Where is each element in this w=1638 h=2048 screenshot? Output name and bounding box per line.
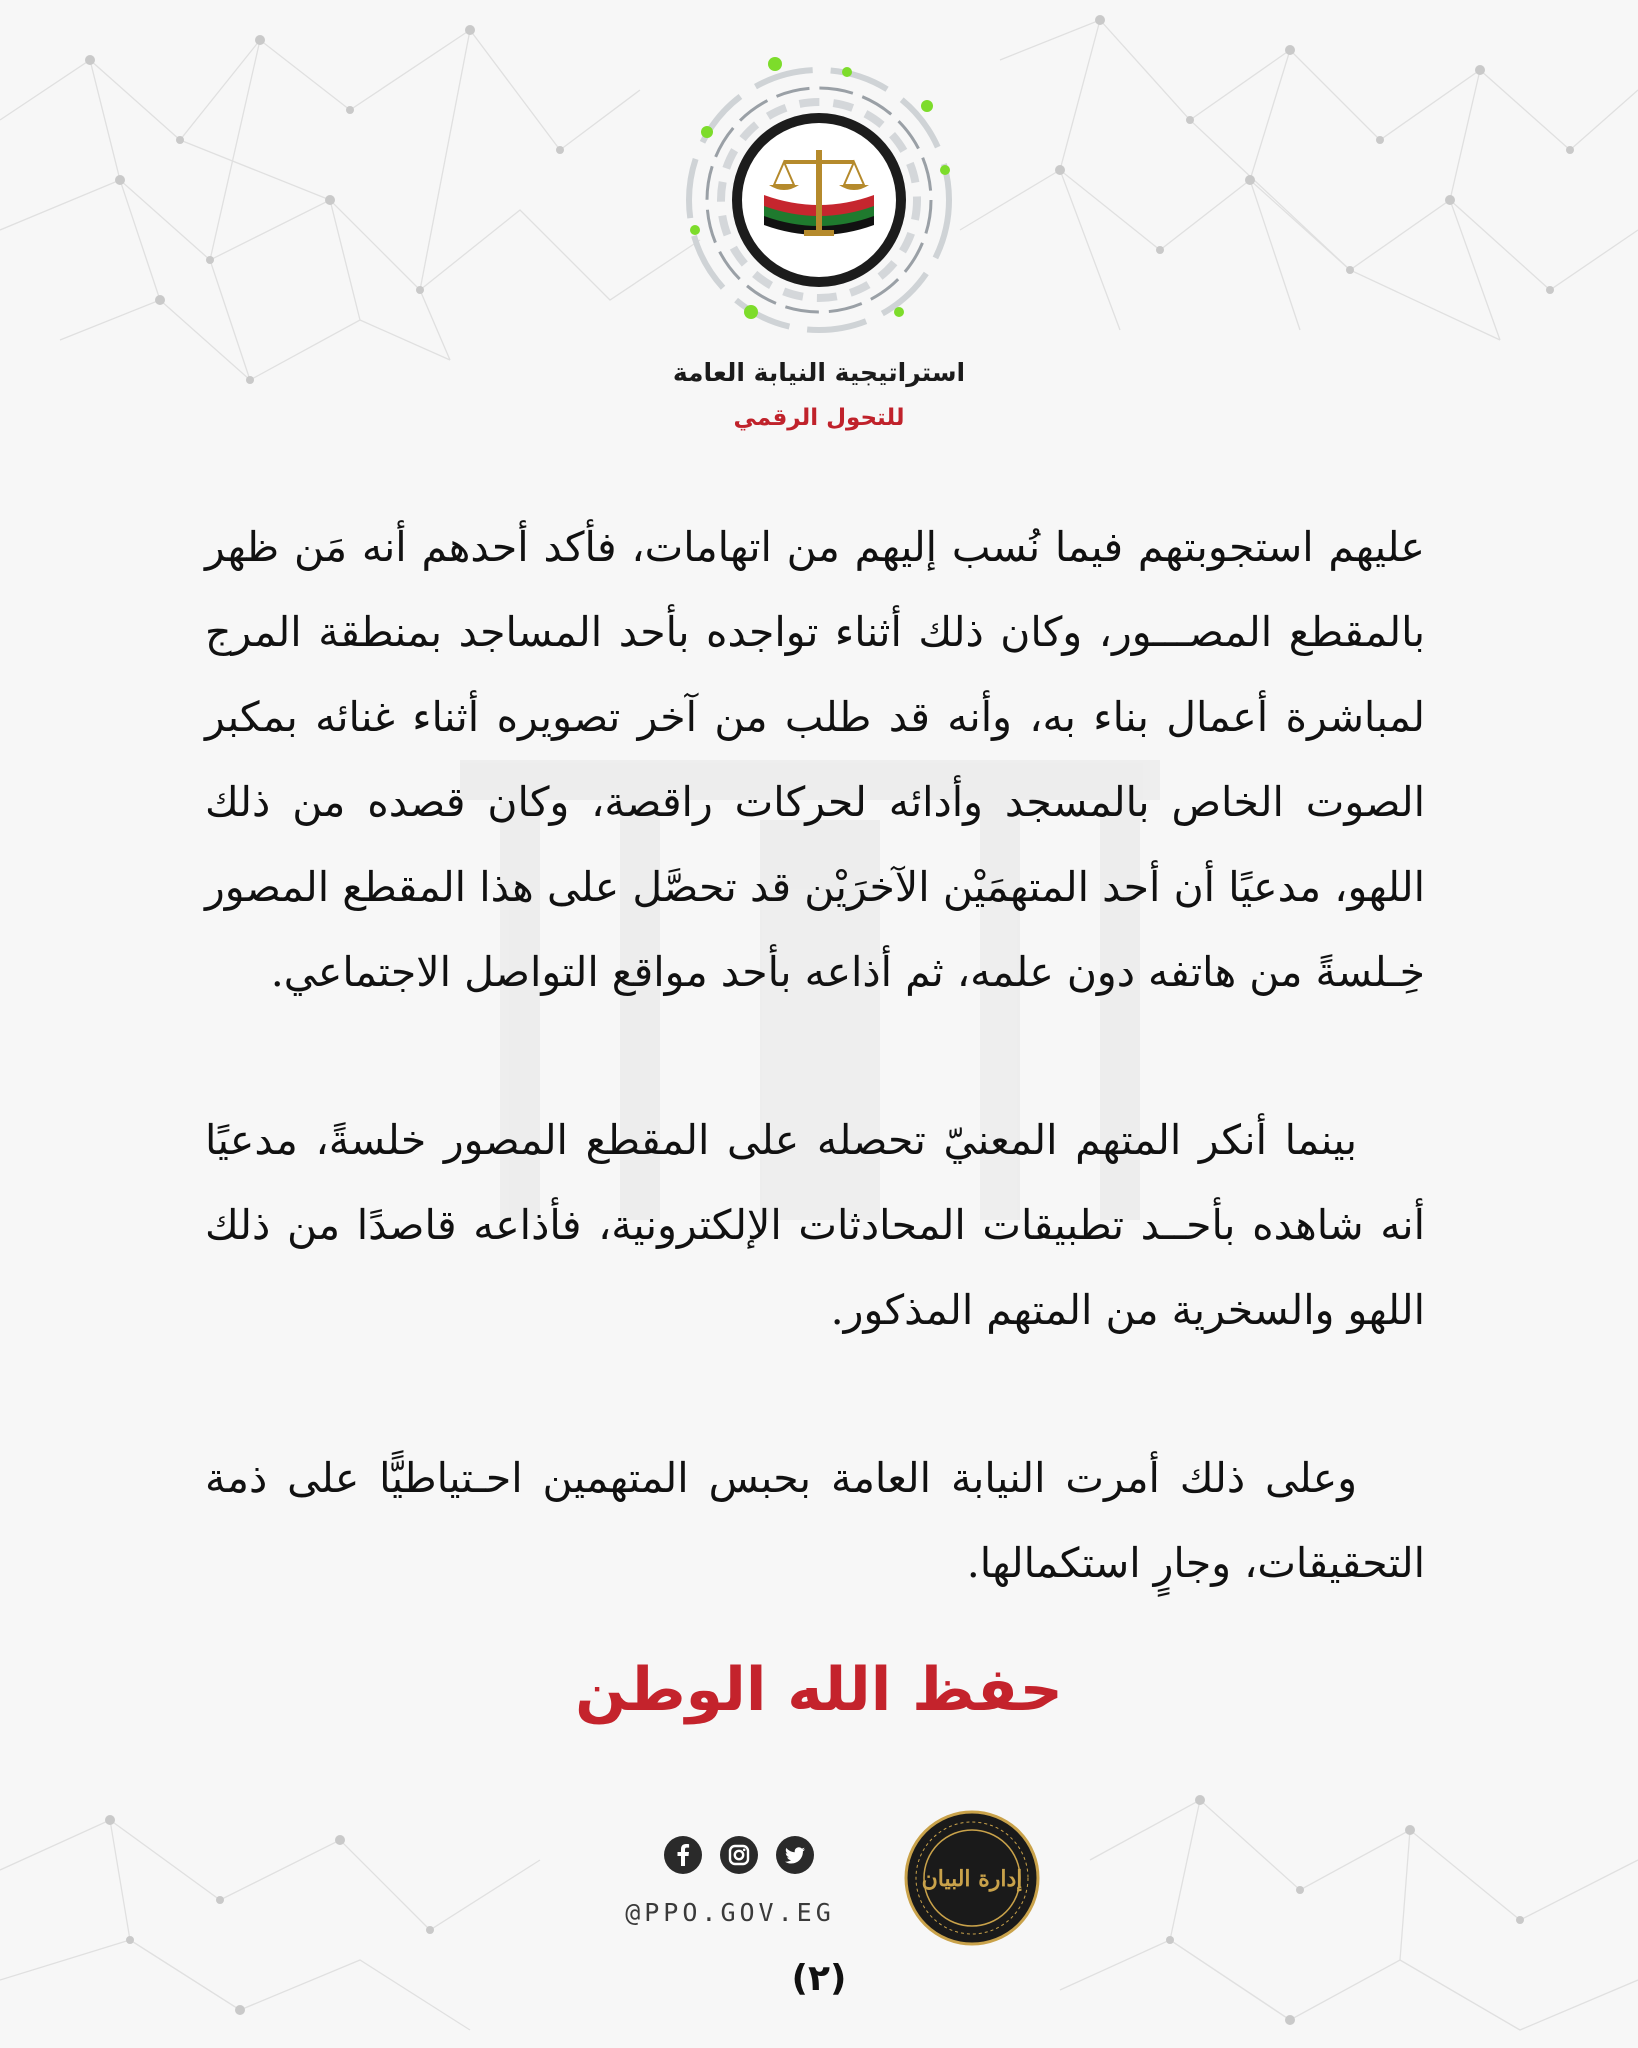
website-handle[interactable]: @PPO.GOV.EG [625, 1898, 835, 1927]
header-title: استراتيجية النيابة العامة [672, 358, 966, 387]
closing-phrase: حفظ الله الوطن [575, 1655, 1063, 1725]
instagram-icon[interactable] [720, 1836, 758, 1874]
media-office-seal [902, 1808, 1042, 1948]
page-number: (٢) [791, 1958, 847, 1999]
social-icons [664, 1836, 814, 1876]
facebook-icon[interactable] [664, 1836, 702, 1874]
statement-body [205, 505, 1425, 1606]
twitter-icon[interactable] [776, 1836, 814, 1874]
paragraph-3: وعلى ذلك أمرت النيابة العامة بحبس المتهمين احـتياطيًّا على ذمة التحقيقات، وجارٍ استكمالها. [205, 1454, 1425, 1587]
digital-transformation-emblem [669, 50, 969, 350]
seal-text: إدارة البيان [921, 1866, 1023, 1892]
paragraph-1: عليهم استجوبتهم فيما نُسب إليهم من اتهامات، فأكد أحدهم أنه مَن ظهر بالمقطع المصـــور، وكان ذلك أثناء تواجده بأحد المساجد بمنطقة المرج لمباشرة أعمال بناء به، وأنه قد طلب من آخر تصويره أثناء غنائه بمكبر الصوت الخاص بالمسجد وأدائه لحركات راقصة، وكان قصده من ذلك اللهو، مدعيًا أن أحد المتهمَيْن الآخرَيْن قد تحصَّل على هذا المقطع المصور خِـلسةً من هاتفه دون علمه، ثم أذاعه بأحد مواقع التواصل الاجتماعي. [205, 523, 1425, 996]
header-subtitle: للتحول الرقمي [733, 405, 905, 431]
paragraph-2: بينما أنكر المتهم المعنيّ تحصله على المقطع المصور خلسةً، مدعيًا أنه شاهده بأحــد تطبيقات المحادثات الإلكترونية، فأذاعه قاصدًا من ذلك اللهو والسخرية من المتهم المذكور. [205, 1116, 1425, 1334]
